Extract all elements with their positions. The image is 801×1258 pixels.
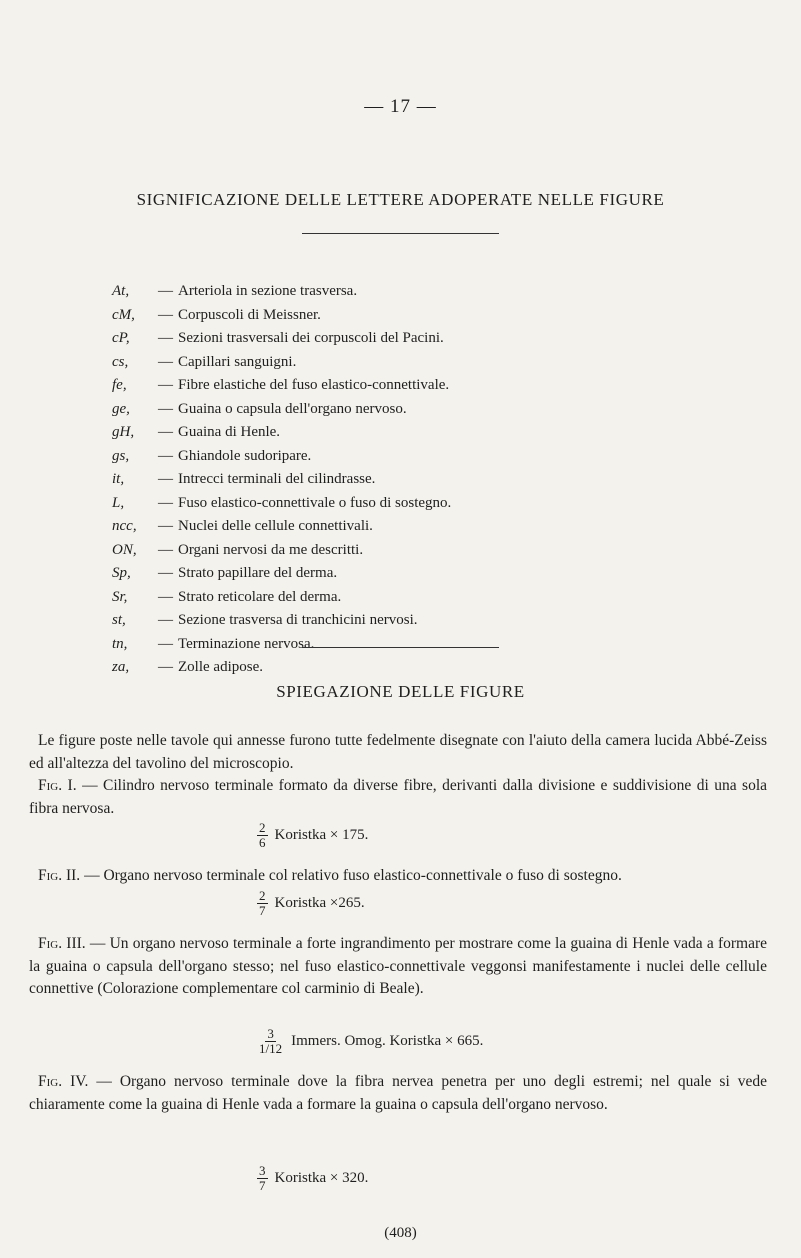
legend-item: Sr, — Strato reticolare del derma. xyxy=(112,588,342,605)
legend-item: it, — Intrecci terminali del cilindrasse. xyxy=(112,471,376,487)
page-number: — 17 — xyxy=(364,96,437,117)
plate-reference: (408) xyxy=(384,1225,417,1241)
legend-list xyxy=(112,283,451,683)
legend-item: cM, — Corpuscoli di Meissner. xyxy=(112,306,321,323)
legend-item: ge, — Guaina o capsula dell'organo nervoso. xyxy=(112,400,407,417)
divider-top xyxy=(302,233,499,234)
fig-1-caption: Fig. I. — Cilindro nervoso terminale formato da diverse fibre, derivanti dalla divisione e suddivisione di una sola fibra nervosa. xyxy=(29,777,768,817)
fig-3-caption: Fig. III. — Un organo nervoso terminale a forte ingrandimento per mostrare come la guaina di Henle vada a formare la guaina o capsula dell'organo stesso; nel fuso elastico-connettivale veggonsi manifestamente i nuclei delle cellule connettive (Colorazione complementare col carminio di Beale). xyxy=(29,935,767,997)
fig-4-caption: Fig. IV. — Organo nervoso terminale dove la fibra nervea penetra per uno degli estremi; nel quale si vede chiaramente come la guaina di Henle vada a formare la guaina o capsula dell'organo nervoso. xyxy=(29,1073,767,1113)
legend-item: st, — Sezione trasversa di tranchicini nervosi. xyxy=(112,612,418,628)
fig-1-magnification: $\frac{2}{6}$ Koristka × 175. xyxy=(259,820,369,850)
legend-item: ON, — Organi nervosi da me descritti. xyxy=(112,541,364,558)
heading-figures: SPIEGAZIONE DELLE FIGURE xyxy=(276,682,525,701)
legend-item: cP, — Sezioni trasversali dei corpuscoli del Pacini. xyxy=(112,330,444,346)
legend-item: gs, — Ghiandole sudoripare. xyxy=(112,447,312,464)
fig-3-magnification: $\frac{3}{1/12}$ Immers. Omog. Koristka × 665. xyxy=(259,1026,484,1056)
legend-item: Sp, — Strato papillare del derma. xyxy=(112,565,338,581)
legend-item: za, — Zolle adipose. xyxy=(112,659,263,675)
fig-2-caption: Fig. II. — Organo nervoso terminale col relativo fuso elastico-connettivale o fuso di sostegno. xyxy=(38,867,622,884)
heading-letters: SIGNIFICAZIONE DELLE LETTERE ADOPERATE NELLE FIGURE xyxy=(136,190,665,209)
intro-paragraph: Le figure poste nelle tavole qui annesse furono tutte fedelmente disegnate con l'aiuto della camera lucida Abbé-Zeiss ed all'altezza del tavolino del microscopio. xyxy=(29,732,767,772)
legend-item: gH, — Guaina di Henle. xyxy=(112,424,281,440)
legend-item: tn, — Terminazione nervosa. xyxy=(112,635,315,652)
legend-item: fe, — Fibre elastiche del fuso elastico-connettivale. xyxy=(112,377,450,393)
legend-item: cs, — Capillari sanguigni. xyxy=(112,353,297,370)
legend-item: ncc, — Nuclei delle cellule connettivali. xyxy=(112,518,373,534)
legend-item: L, — Fuso elastico-connettivale o fuso di sostegno. xyxy=(112,494,452,511)
fig-4-magnification: $\frac{3}{7}$ Koristka × 320. xyxy=(259,1163,369,1193)
divider-middle xyxy=(302,647,499,648)
legend-item: At, — Arteriola in sezione trasversa. xyxy=(112,283,358,299)
fig-2-magnification: $\frac{2}{7}$ Koristka ×265. xyxy=(259,888,365,918)
